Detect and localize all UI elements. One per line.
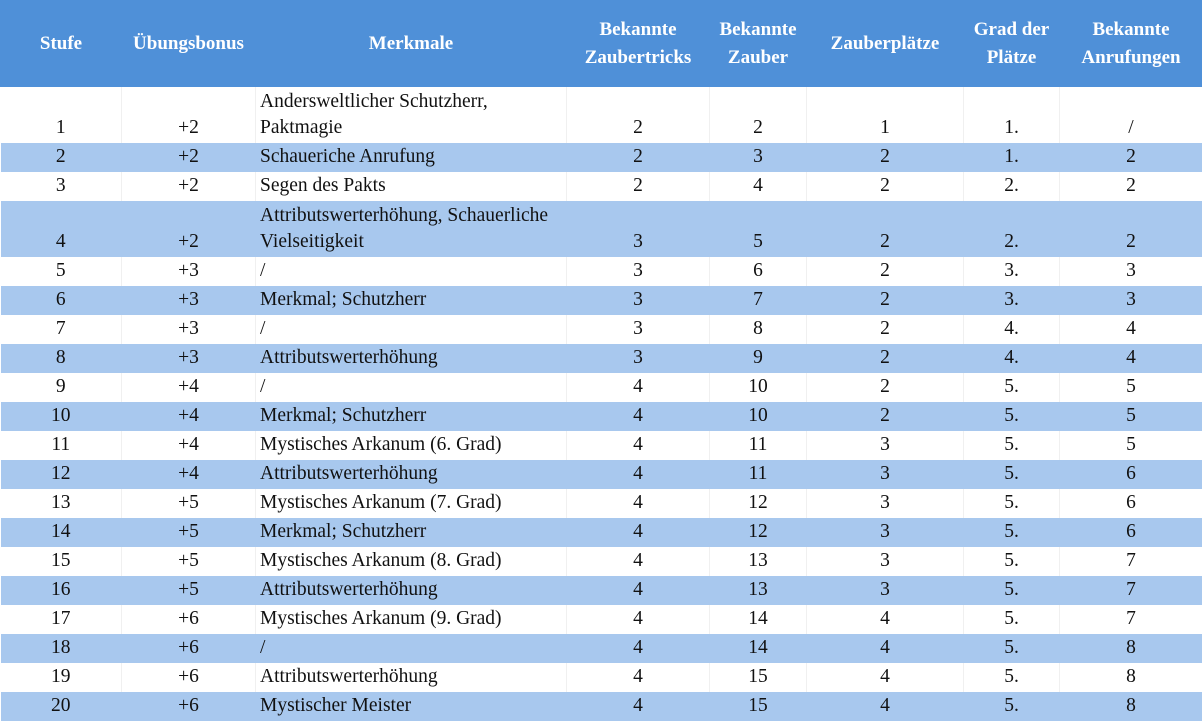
cell-zauber: 13 bbox=[710, 576, 807, 605]
table-row bbox=[1, 634, 1202, 663]
cell-anrufungen: 8 bbox=[1060, 692, 1202, 721]
cell-grad: 5. bbox=[964, 663, 1060, 692]
cell-zauber: 7 bbox=[710, 286, 807, 315]
cell-zauberplaetze: 3 bbox=[807, 431, 964, 460]
cell-zaubertricks: 4 bbox=[567, 576, 710, 605]
cell-uebungsbonus: +5 bbox=[122, 547, 256, 576]
table-row bbox=[1, 692, 1202, 721]
cell-anrufungen: 2 bbox=[1060, 201, 1202, 257]
cell-uebungsbonus: +4 bbox=[122, 431, 256, 460]
cell-merkmale: Andersweltlicher Schutzherr, Paktmagie bbox=[256, 87, 567, 143]
cell-zauberplaetze: 2 bbox=[807, 373, 964, 402]
cell-grad: 5. bbox=[964, 692, 1060, 721]
cell-zauberplaetze: 2 bbox=[807, 315, 964, 344]
cell-zaubertricks: 2 bbox=[567, 172, 710, 201]
cell-zaubertricks: 4 bbox=[567, 663, 710, 692]
cell-stufe: 13 bbox=[1, 489, 122, 518]
cell-zauberplaetze: 2 bbox=[807, 344, 964, 373]
cell-zauber: 11 bbox=[710, 431, 807, 460]
cell-zaubertricks: 4 bbox=[567, 460, 710, 489]
cell-zauber: 15 bbox=[710, 692, 807, 721]
cell-uebungsbonus: +2 bbox=[122, 201, 256, 257]
cell-zauberplaetze: 2 bbox=[807, 286, 964, 315]
cell-zauber: 13 bbox=[710, 547, 807, 576]
table-row bbox=[1, 344, 1202, 373]
cell-uebungsbonus: +6 bbox=[122, 605, 256, 634]
cell-zauber: 4 bbox=[710, 172, 807, 201]
cell-anrufungen: 7 bbox=[1060, 576, 1202, 605]
cell-merkmale: Mystisches Arkanum (8. Grad) bbox=[256, 547, 567, 576]
cell-grad: 5. bbox=[964, 518, 1060, 547]
cell-zauber: 9 bbox=[710, 344, 807, 373]
header-bekannte-zauber: Bekannte Zauber bbox=[710, 1, 807, 87]
table-row bbox=[1, 431, 1202, 460]
cell-grad: 5. bbox=[964, 547, 1060, 576]
cell-grad: 5. bbox=[964, 576, 1060, 605]
cell-zauberplaetze: 2 bbox=[807, 257, 964, 286]
cell-grad: 4. bbox=[964, 344, 1060, 373]
cell-stufe: 10 bbox=[1, 402, 122, 431]
header-merkmale: Merkmale bbox=[256, 1, 567, 87]
cell-zaubertricks: 4 bbox=[567, 373, 710, 402]
cell-uebungsbonus: +2 bbox=[122, 172, 256, 201]
table-row bbox=[1, 201, 1202, 257]
cell-anrufungen: 6 bbox=[1060, 518, 1202, 547]
cell-anrufungen: / bbox=[1060, 87, 1202, 143]
cell-grad: 2. bbox=[964, 172, 1060, 201]
table-row bbox=[1, 315, 1202, 344]
cell-merkmale: Merkmal; Schutzherr bbox=[256, 518, 567, 547]
cell-stufe: 4 bbox=[1, 201, 122, 257]
cell-zaubertricks: 4 bbox=[567, 431, 710, 460]
cell-anrufungen: 7 bbox=[1060, 547, 1202, 576]
table-row bbox=[1, 402, 1202, 431]
cell-zauber: 12 bbox=[710, 518, 807, 547]
cell-zauber: 2 bbox=[710, 87, 807, 143]
cell-stufe: 16 bbox=[1, 576, 122, 605]
cell-zauber: 6 bbox=[710, 257, 807, 286]
cell-grad: 5. bbox=[964, 489, 1060, 518]
table-row bbox=[1, 286, 1202, 315]
cell-anrufungen: 3 bbox=[1060, 257, 1202, 286]
cell-uebungsbonus: +4 bbox=[122, 402, 256, 431]
cell-grad: 5. bbox=[964, 373, 1060, 402]
cell-uebungsbonus: +4 bbox=[122, 460, 256, 489]
table-row bbox=[1, 605, 1202, 634]
cell-zauberplaetze: 3 bbox=[807, 547, 964, 576]
cell-zauberplaetze: 4 bbox=[807, 663, 964, 692]
cell-anrufungen: 6 bbox=[1060, 489, 1202, 518]
cell-grad: 5. bbox=[964, 460, 1060, 489]
cell-zaubertricks: 3 bbox=[567, 286, 710, 315]
cell-stufe: 8 bbox=[1, 344, 122, 373]
cell-anrufungen: 5 bbox=[1060, 373, 1202, 402]
cell-merkmale: Attributswerterhöhung, Schauerliche Vielseitigkeit bbox=[256, 201, 567, 257]
cell-stufe: 9 bbox=[1, 373, 122, 402]
cell-uebungsbonus: +5 bbox=[122, 576, 256, 605]
cell-stufe: 3 bbox=[1, 172, 122, 201]
header-uebungsbonus: Übungsbonus bbox=[122, 1, 256, 87]
cell-zaubertricks: 4 bbox=[567, 634, 710, 663]
cell-stufe: 7 bbox=[1, 315, 122, 344]
cell-zauber: 14 bbox=[710, 605, 807, 634]
cell-anrufungen: 5 bbox=[1060, 431, 1202, 460]
cell-zauberplaetze: 3 bbox=[807, 460, 964, 489]
cell-zaubertricks: 4 bbox=[567, 692, 710, 721]
cell-merkmale: Mystisches Arkanum (6. Grad) bbox=[256, 431, 567, 460]
cell-grad: 4. bbox=[964, 315, 1060, 344]
cell-grad: 2. bbox=[964, 201, 1060, 257]
cell-merkmale: / bbox=[256, 315, 567, 344]
cell-grad: 5. bbox=[964, 402, 1060, 431]
cell-stufe: 20 bbox=[1, 692, 122, 721]
table-body bbox=[1, 87, 1202, 721]
cell-zauber: 12 bbox=[710, 489, 807, 518]
cell-zauberplaetze: 4 bbox=[807, 605, 964, 634]
cell-merkmale: Attributswerterhöhung bbox=[256, 460, 567, 489]
header-grad-der-plaetze: Grad der Plätze bbox=[964, 1, 1060, 87]
cell-stufe: 12 bbox=[1, 460, 122, 489]
table-row bbox=[1, 663, 1202, 692]
cell-zauber: 5 bbox=[710, 201, 807, 257]
cell-merkmale: / bbox=[256, 373, 567, 402]
cell-stufe: 17 bbox=[1, 605, 122, 634]
table-row bbox=[1, 460, 1202, 489]
cell-stufe: 19 bbox=[1, 663, 122, 692]
cell-anrufungen: 4 bbox=[1060, 315, 1202, 344]
cell-merkmale: Merkmal; Schutzherr bbox=[256, 286, 567, 315]
cell-stufe: 11 bbox=[1, 431, 122, 460]
cell-anrufungen: 8 bbox=[1060, 663, 1202, 692]
header-zauberplaetze: Zauberplätze bbox=[807, 1, 964, 87]
cell-zaubertricks: 4 bbox=[567, 489, 710, 518]
cell-zaubertricks: 3 bbox=[567, 201, 710, 257]
table-row bbox=[1, 518, 1202, 547]
cell-anrufungen: 6 bbox=[1060, 460, 1202, 489]
cell-grad: 5. bbox=[964, 431, 1060, 460]
table-row bbox=[1, 143, 1202, 172]
cell-anrufungen: 3 bbox=[1060, 286, 1202, 315]
cell-zaubertricks: 4 bbox=[567, 402, 710, 431]
cell-merkmale: Mystisches Arkanum (7. Grad) bbox=[256, 489, 567, 518]
cell-zaubertricks: 4 bbox=[567, 518, 710, 547]
cell-uebungsbonus: +2 bbox=[122, 87, 256, 143]
cell-zauberplaetze: 4 bbox=[807, 692, 964, 721]
cell-uebungsbonus: +6 bbox=[122, 663, 256, 692]
cell-zauberplaetze: 1 bbox=[807, 87, 964, 143]
cell-stufe: 18 bbox=[1, 634, 122, 663]
table-row bbox=[1, 172, 1202, 201]
cell-zauberplaetze: 2 bbox=[807, 402, 964, 431]
cell-uebungsbonus: +6 bbox=[122, 634, 256, 663]
cell-zaubertricks: 4 bbox=[567, 547, 710, 576]
table-row bbox=[1, 576, 1202, 605]
cell-merkmale: Attributswerterhöhung bbox=[256, 663, 567, 692]
cell-stufe: 5 bbox=[1, 257, 122, 286]
table-row bbox=[1, 373, 1202, 402]
table-row bbox=[1, 87, 1202, 143]
cell-zauberplaetze: 2 bbox=[807, 201, 964, 257]
cell-grad: 3. bbox=[964, 286, 1060, 315]
cell-uebungsbonus: +5 bbox=[122, 489, 256, 518]
cell-anrufungen: 2 bbox=[1060, 143, 1202, 172]
cell-stufe: 1 bbox=[1, 87, 122, 143]
header-bekannte-anrufungen: Bekannte Anrufungen bbox=[1060, 1, 1202, 87]
cell-anrufungen: 7 bbox=[1060, 605, 1202, 634]
cell-grad: 1. bbox=[964, 87, 1060, 143]
cell-zauberplaetze: 2 bbox=[807, 143, 964, 172]
cell-zaubertricks: 2 bbox=[567, 87, 710, 143]
cell-anrufungen: 5 bbox=[1060, 402, 1202, 431]
table-row bbox=[1, 547, 1202, 576]
cell-grad: 1. bbox=[964, 143, 1060, 172]
cell-stufe: 6 bbox=[1, 286, 122, 315]
cell-grad: 3. bbox=[964, 257, 1060, 286]
cell-zauberplaetze: 3 bbox=[807, 576, 964, 605]
cell-zauber: 11 bbox=[710, 460, 807, 489]
cell-zauberplaetze: 3 bbox=[807, 518, 964, 547]
cell-anrufungen: 8 bbox=[1060, 634, 1202, 663]
cell-zauber: 10 bbox=[710, 373, 807, 402]
header-stufe: Stufe bbox=[1, 1, 122, 87]
cell-merkmale: / bbox=[256, 257, 567, 286]
cell-merkmale: Segen des Pakts bbox=[256, 172, 567, 201]
cell-stufe: 15 bbox=[1, 547, 122, 576]
cell-zauber: 3 bbox=[710, 143, 807, 172]
cell-zauberplaetze: 3 bbox=[807, 489, 964, 518]
cell-merkmale: / bbox=[256, 634, 567, 663]
cell-uebungsbonus: +3 bbox=[122, 257, 256, 286]
cell-merkmale: Attributswerterhöhung bbox=[256, 576, 567, 605]
cell-merkmale: Mystisches Arkanum (9. Grad) bbox=[256, 605, 567, 634]
cell-zauber: 15 bbox=[710, 663, 807, 692]
header-row bbox=[1, 1, 1202, 87]
header-bekannte-zaubertricks: Bekannte Zaubertricks bbox=[567, 1, 710, 87]
cell-grad: 5. bbox=[964, 605, 1060, 634]
cell-merkmale: Mystischer Meister bbox=[256, 692, 567, 721]
cell-zaubertricks: 3 bbox=[567, 315, 710, 344]
cell-zauberplaetze: 2 bbox=[807, 172, 964, 201]
cell-stufe: 2 bbox=[1, 143, 122, 172]
cell-merkmale: Schaueriche Anrufung bbox=[256, 143, 567, 172]
cell-merkmale: Merkmal; Schutzherr bbox=[256, 402, 567, 431]
cell-zaubertricks: 4 bbox=[567, 605, 710, 634]
cell-stufe: 14 bbox=[1, 518, 122, 547]
cell-zaubertricks: 3 bbox=[567, 257, 710, 286]
cell-merkmale: Attributswerterhöhung bbox=[256, 344, 567, 373]
cell-zauber: 10 bbox=[710, 402, 807, 431]
cell-anrufungen: 4 bbox=[1060, 344, 1202, 373]
cell-zauber: 14 bbox=[710, 634, 807, 663]
cell-grad: 5. bbox=[964, 634, 1060, 663]
cell-anrufungen: 2 bbox=[1060, 172, 1202, 201]
cell-uebungsbonus: +3 bbox=[122, 286, 256, 315]
cell-uebungsbonus: +3 bbox=[122, 315, 256, 344]
cell-zauberplaetze: 4 bbox=[807, 634, 964, 663]
cell-uebungsbonus: +6 bbox=[122, 692, 256, 721]
table-row bbox=[1, 257, 1202, 286]
table-row bbox=[1, 489, 1202, 518]
cell-zaubertricks: 2 bbox=[567, 143, 710, 172]
cell-zauber: 8 bbox=[710, 315, 807, 344]
cell-zaubertricks: 3 bbox=[567, 344, 710, 373]
cell-uebungsbonus: +4 bbox=[122, 373, 256, 402]
cell-uebungsbonus: +5 bbox=[122, 518, 256, 547]
cell-uebungsbonus: +2 bbox=[122, 143, 256, 172]
cell-uebungsbonus: +3 bbox=[122, 344, 256, 373]
